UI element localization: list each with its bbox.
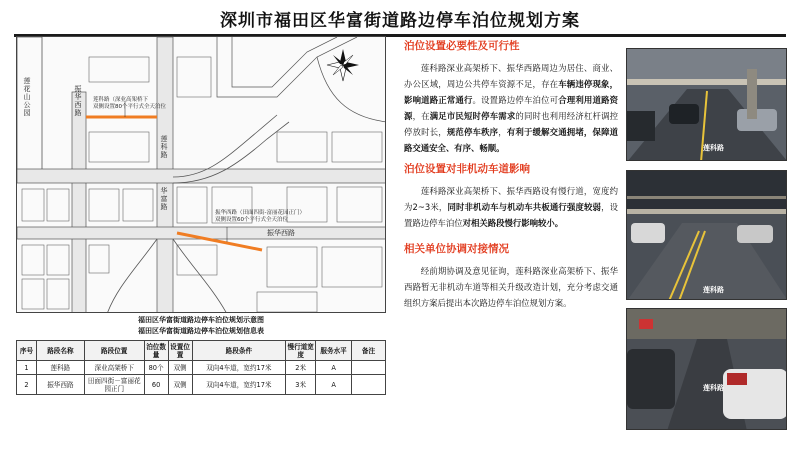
map-label-lianke: 莲科路 bbox=[160, 135, 168, 159]
table-cell: 双侧 bbox=[168, 375, 192, 395]
table-cell: 双向4车道，宽约17米 bbox=[192, 361, 286, 375]
emphasis-text: 有利于缓解交通拥堵，保障道路交通安全、有序、畅顺。 bbox=[404, 127, 619, 153]
body-text: 的同时也利用经济杠杆调控停放时长， bbox=[404, 111, 619, 137]
compass-icon bbox=[327, 49, 359, 81]
table-cell: 1 bbox=[17, 361, 37, 375]
table-header: 序号 bbox=[17, 341, 37, 361]
map-drawing bbox=[17, 37, 386, 313]
table-cell: A bbox=[316, 361, 352, 375]
table-cell: 2米 bbox=[286, 361, 316, 375]
photo-lianke-2 bbox=[626, 170, 787, 300]
site-map bbox=[16, 36, 386, 313]
emphasis-text: 规范停车秩序 bbox=[446, 127, 499, 137]
map-label-park: 莲花山公园 bbox=[23, 77, 31, 117]
table-cell: 双向4车道，宽约17米 bbox=[192, 375, 286, 395]
section-body bbox=[404, 263, 618, 311]
body-text: ，设置路边停车泊位 bbox=[404, 202, 619, 228]
table-cell: 60 bbox=[144, 375, 168, 395]
table-header: 慢行道宽度 bbox=[287, 342, 314, 359]
table-header: 泊位数量 bbox=[144, 341, 168, 361]
parking-info-table bbox=[16, 340, 386, 395]
table-cell: A bbox=[316, 375, 352, 395]
body-text: 。设置路边停车泊位可 bbox=[472, 95, 559, 105]
table-caption: 福田区华富街道路边停车泊位规划信息表 bbox=[138, 327, 264, 335]
table-cell: 振华西路 bbox=[36, 375, 84, 395]
body-text: 经前期协调及意见征询，莲科路深业高架桥下、振华西路暂无非机动车道等相关升级改造计划，充分考虑交通组织方案后提出本次路边停车泊位规划方案。 bbox=[404, 266, 618, 308]
body-text: ， bbox=[498, 127, 507, 137]
emphasis-text: 满足市民短时停车需求 bbox=[429, 111, 516, 121]
section-body bbox=[404, 183, 618, 231]
body-text: 莲科路深业高架桥下、振华西路设有慢行道，宽度约为2~3米， bbox=[404, 186, 618, 212]
table-row bbox=[17, 375, 386, 395]
section-body bbox=[404, 60, 618, 156]
explanation-column bbox=[404, 38, 618, 311]
photo-image bbox=[627, 309, 787, 430]
table-cell: 双侧 bbox=[168, 361, 192, 375]
table-header: 备注 bbox=[352, 341, 386, 361]
table-header: 路段名称 bbox=[36, 341, 84, 361]
section-title: 泊位设置必要性及可行性 bbox=[404, 40, 520, 52]
map-label-huafu: 华富路 bbox=[160, 187, 168, 211]
page-title: 深圳市福田区华富街道路边停车泊位规划方案 bbox=[220, 11, 580, 31]
emphasis-text: 合理利用道路资源 bbox=[404, 95, 619, 121]
photo-lianke-1 bbox=[626, 48, 787, 161]
photo-label: 莲科路 bbox=[703, 286, 724, 294]
table-cell: 深业高架桥下 bbox=[84, 361, 144, 375]
callout-lianke-line1: 莲科路（深业高架桥下 bbox=[93, 97, 149, 103]
emphasis-text: 车辆违停现象，影响道路正常通行 bbox=[404, 79, 618, 105]
section-title: 泊位设置对非机动车道影响 bbox=[404, 163, 530, 175]
photo-label: 莲科路 bbox=[703, 384, 724, 392]
callout-zhenhuaxi bbox=[215, 210, 305, 224]
map-label-road-west: 振华西路 bbox=[74, 85, 82, 117]
table-cell bbox=[352, 375, 386, 395]
photo-lianke-3 bbox=[626, 308, 787, 430]
photo-label: 莲科路 bbox=[703, 144, 724, 152]
photo-image bbox=[627, 171, 787, 300]
table-cell: 2 bbox=[17, 375, 37, 395]
body-text: ，在 bbox=[412, 111, 430, 121]
table-cell: 3米 bbox=[286, 375, 316, 395]
map-label-zhenhuaxi: 振华西路 bbox=[267, 229, 295, 237]
emphasis-text: 同时非机动车与机动车共板通行强度较弱 bbox=[447, 202, 602, 212]
callout-lianke bbox=[93, 97, 166, 111]
table-cell: 莲科路 bbox=[36, 361, 84, 375]
table-cell: 田面四街－富丽花园正门 bbox=[84, 375, 144, 395]
emphasis-text: 对相关路段慢行影响较小。 bbox=[462, 218, 564, 228]
callout-zhenhuaxi-line1: 振华西路（田面四街-富丽花园正门） bbox=[215, 210, 305, 216]
callout-lianke-line2: 双侧设置80个平行式全天泊位 bbox=[93, 104, 166, 110]
table-header: 服务水平 bbox=[316, 341, 352, 361]
body-text: 莲科路深业高架桥下、振华西路周边为居住、商业、办公区域，周边公共停车资源不足，存在 bbox=[404, 63, 618, 89]
section-title: 相关单位协调对接情况 bbox=[404, 243, 509, 255]
table-header: 路段位置 bbox=[84, 341, 144, 361]
table-header: 路段条件 bbox=[192, 341, 286, 361]
table-cell: 80个 bbox=[144, 361, 168, 375]
table-row bbox=[17, 361, 386, 375]
table-cell bbox=[352, 361, 386, 375]
table-header-row bbox=[17, 341, 386, 361]
map-caption: 福田区华富街道路边停车泊位规划示意图 bbox=[138, 316, 264, 324]
callout-zhenhuaxi-line2: 双侧设置60个平行式全天泊位 bbox=[215, 217, 288, 223]
table-header: 设置位置 bbox=[168, 341, 192, 361]
